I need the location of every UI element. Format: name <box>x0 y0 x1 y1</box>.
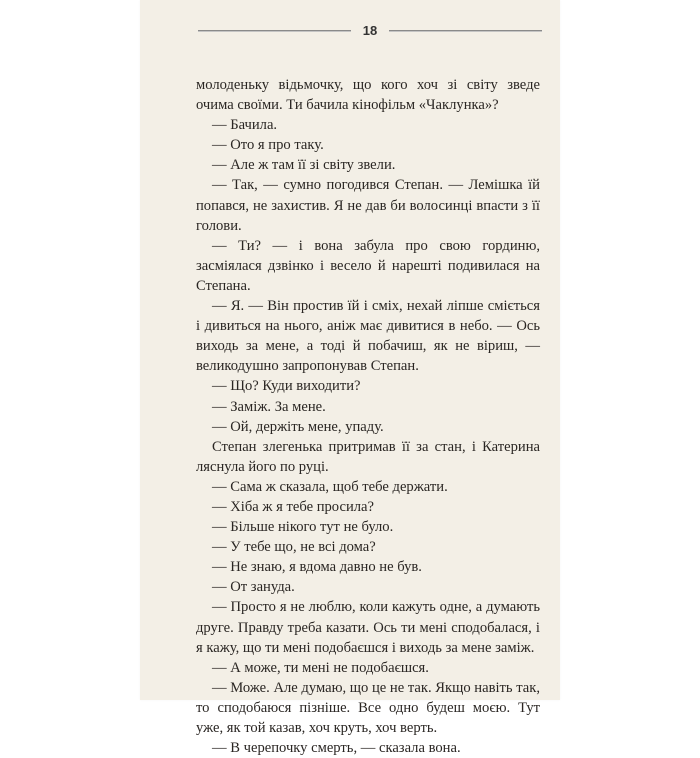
paragraph: — У тебе що, не всі дома? <box>212 539 376 556</box>
paragraph: — Але ж там її зі світу звели. <box>212 157 396 174</box>
paragraph: — А може, ти мені не подобаєшся. <box>212 659 429 676</box>
header-rule-left <box>198 30 351 32</box>
paragraph: — В черепочку смерть, — сказала вона. <box>212 740 461 757</box>
paragraph: — Просто я не люблю, коли кажуть одне, а думають друге. Правду треба казати. Ось ти мені сподобалася, і я кажу, що ти мені подобаєшся і виходь за мене заміж. <box>196 599 540 656</box>
paragraph: — Ти? — і вона забула про свою гординю, засміялася дзвінко і весело й нарешті подивилася на Степана. <box>196 237 540 294</box>
paragraph: — Бачила. <box>212 117 278 134</box>
page-header <box>198 22 542 40</box>
paragraph: — Що? Куди виходити? <box>212 378 361 395</box>
paragraph: — Не знаю, я вдома давно не був. <box>212 559 422 576</box>
body-text <box>196 75 540 758</box>
paragraph: Степан злегенька притримав її за стан, і Катерина ляснула його по руці. <box>196 438 540 475</box>
header-rule-right <box>389 30 542 32</box>
paragraph: — Ой, держіть мене, упаду. <box>212 418 384 435</box>
paragraph: — Заміж. За мене. <box>212 398 326 415</box>
paragraph: — Так, — сумно погодився Степан. — Лемішка їй попався, не захистив. Я не дав би волосинці впасти з її голови. <box>196 177 540 234</box>
paragraph: молоденьку відьмочку, що кого хоч зі світу зведе очима своїми. Ти бачила кінофільм «Чаклунка»? <box>196 77 540 114</box>
paragraph: — Ото я про таку. <box>212 137 324 154</box>
paragraph: — Я. — Він простив їй і сміх, нехай ліпше сміється і дивиться на нього, аніж має дивитися в небо. — Ось виходь за мене, а тоді й побачиш, як не віриш, — великодушно запропонував Степан. <box>196 298 540 375</box>
paragraph: — Більше нікого тут не було. <box>212 519 394 536</box>
paragraph: — От зануда. <box>212 579 295 596</box>
paragraph: — Сама ж сказала, щоб тебе держати. <box>212 478 448 495</box>
paragraph: — Може. Але думаю, що це не так. Якщо навіть так, то сподобаюся пізніше. Все одно будеш моєю. Тут уже, як той казав, хоч круть, хоч верть. <box>196 679 540 736</box>
paragraph: — Хіба ж я тебе просила? <box>212 498 374 515</box>
page-number: 18 <box>362 23 378 38</box>
